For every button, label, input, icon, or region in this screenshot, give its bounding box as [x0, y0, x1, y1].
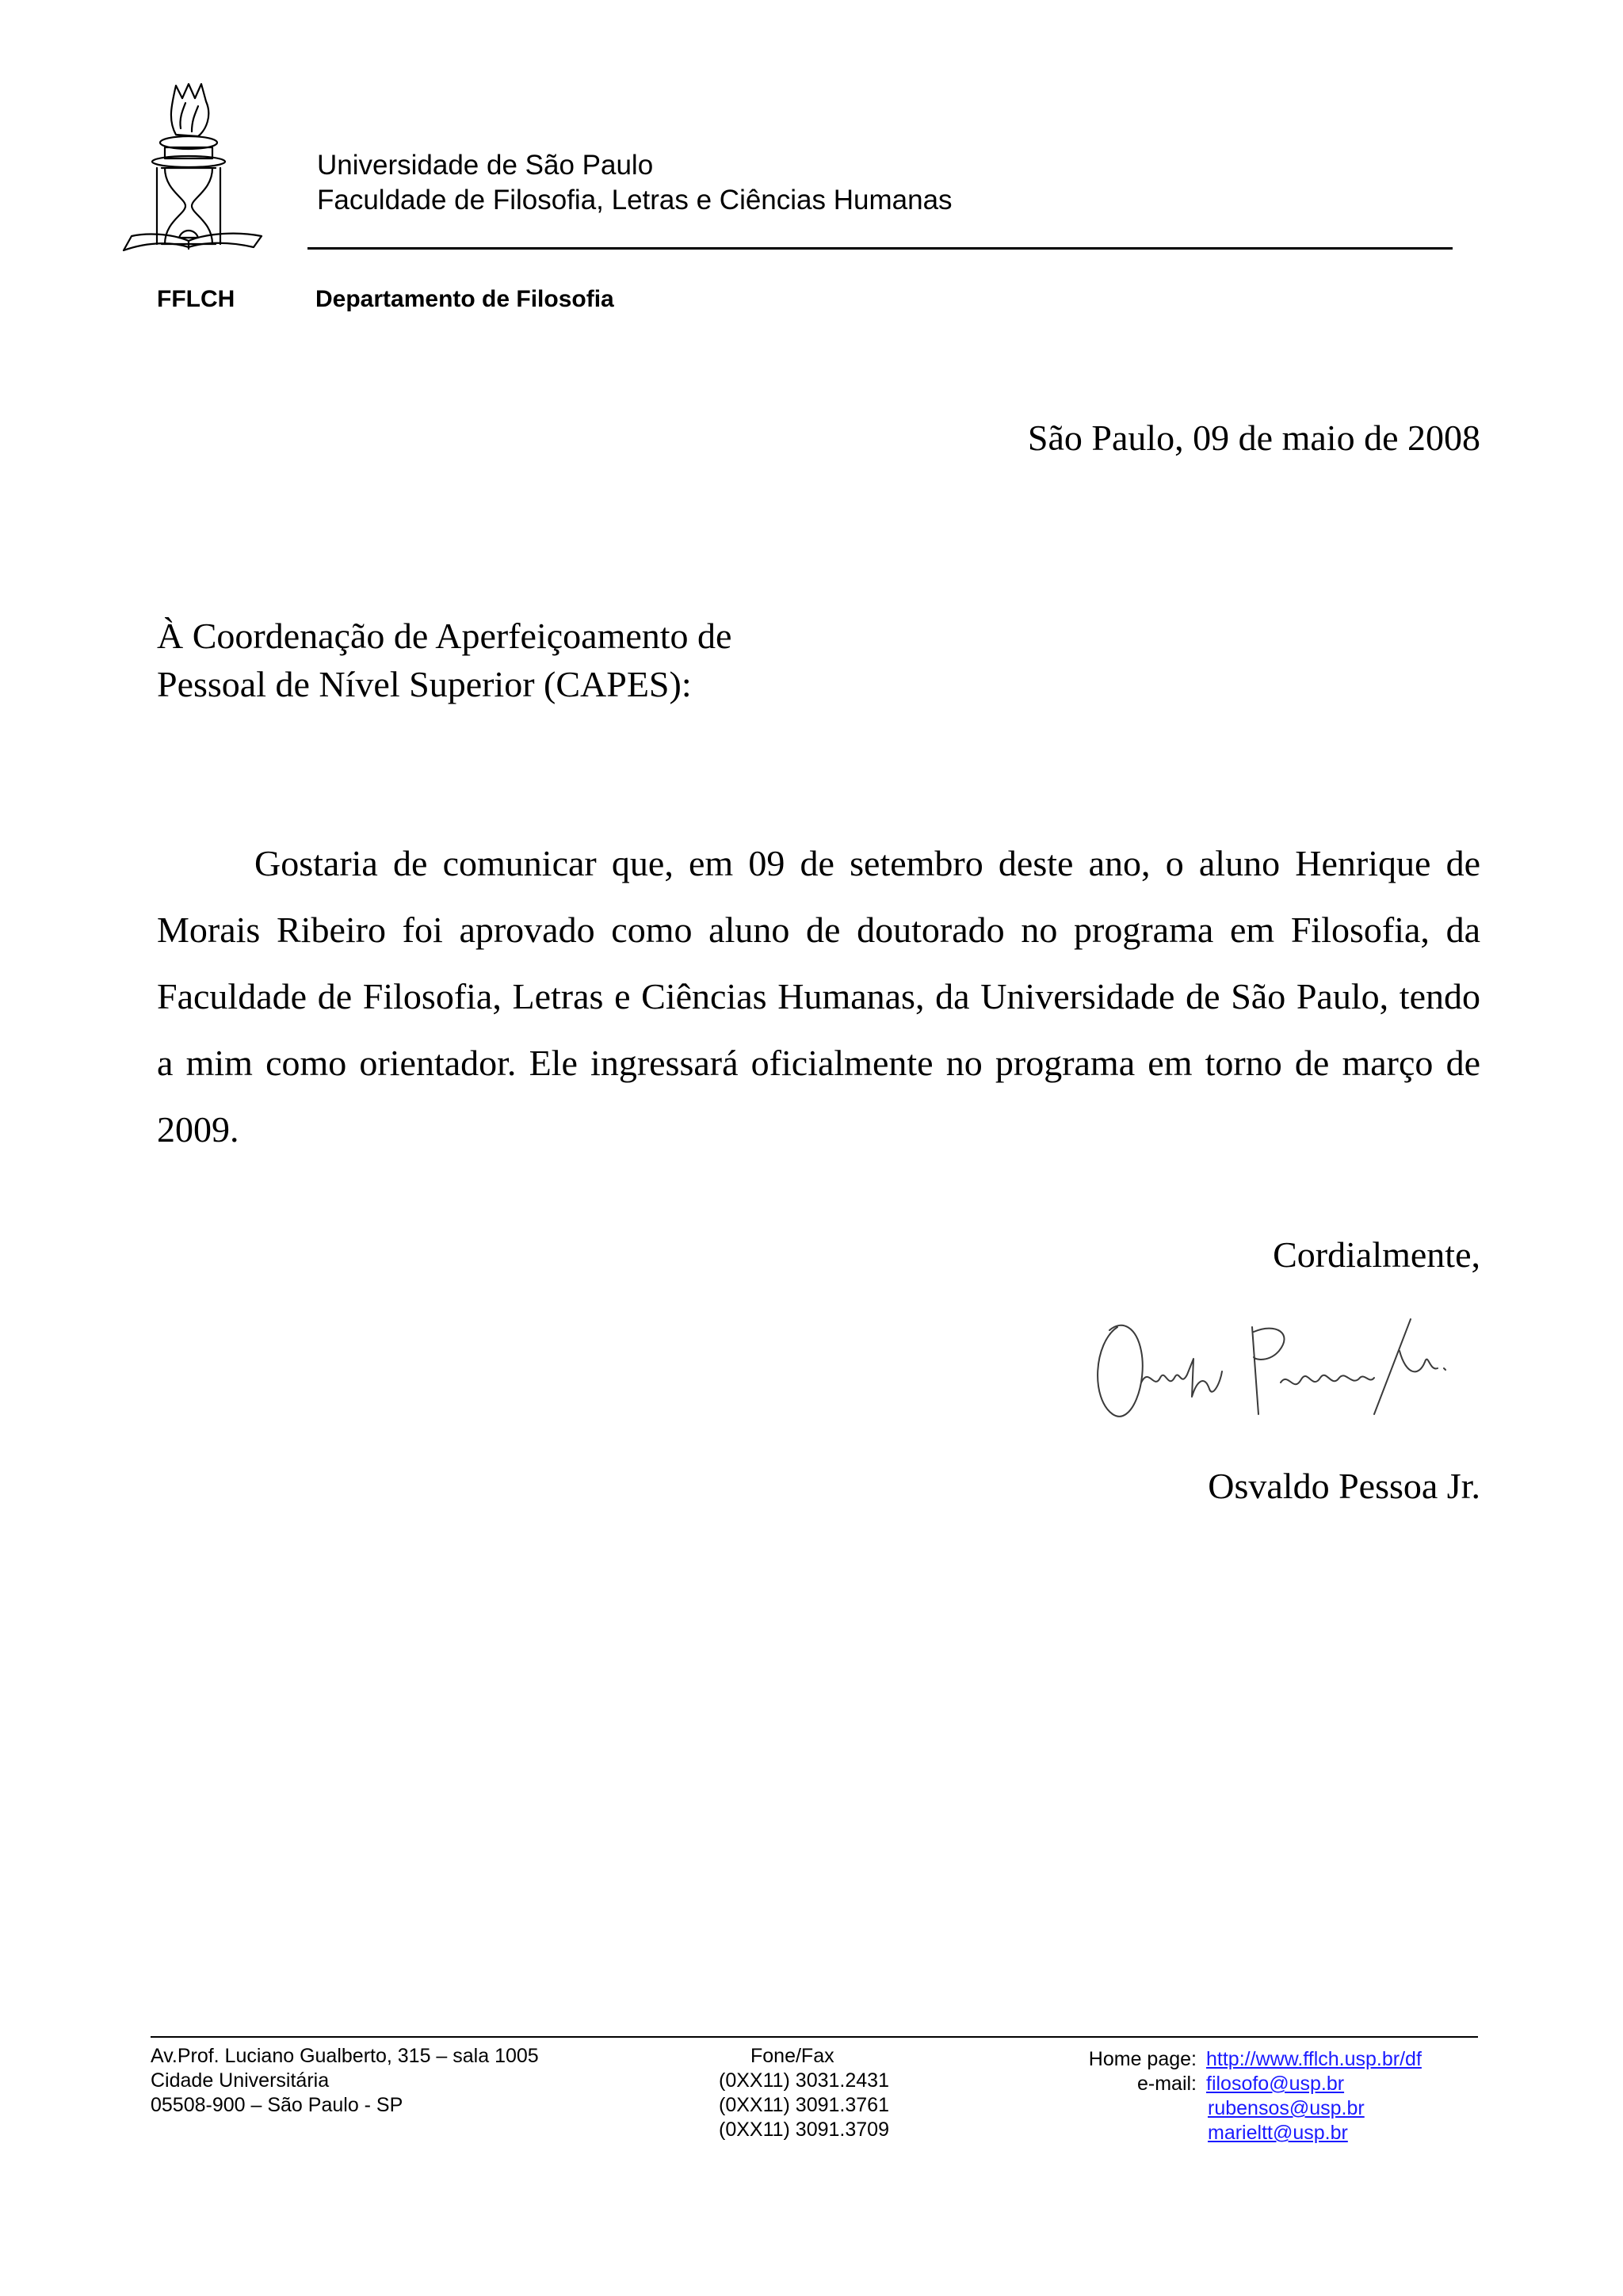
phone-number: (0XX11) 3031.2431	[719, 2069, 889, 2092]
header-divider	[307, 247, 1453, 250]
letter-date: São Paulo, 09 de maio de 2008	[1027, 418, 1480, 458]
department-name: Departamento de Filosofia	[315, 286, 614, 312]
signer-name: Osvaldo Pessoa Jr.	[1208, 1466, 1480, 1506]
phone-number: (0XX11) 3091.3761	[719, 2094, 889, 2116]
letter-body-paragraph: Gostaria de comunicar que, em 09 de setembro deste ano, o aluno Henrique de Morais Ribeiro foi aprovado como aluno de doutorado no programa em Filosofia, da Faculdade de Filosofia, Letras e Ciências Humanas, da Universidade de São Paulo, tendo a mim como orientador. Ele ingressará oficialmente no programa em torno de março de 2009.	[157, 843, 1480, 1150]
phone-heading: Fone/Fax	[750, 2045, 834, 2067]
phone-number: (0XX11) 3091.3709	[719, 2119, 889, 2141]
address-line-postal: 05508-900 – São Paulo - SP	[151, 2094, 403, 2116]
homepage-label: Home page:	[1088, 2048, 1197, 2070]
email-label: e-mail:	[1136, 2073, 1197, 2095]
faculty-name: Faculdade de Filosofia, Letras e Ciências Humanas	[317, 185, 953, 215]
handwritten-signature	[1086, 1295, 1466, 1434]
recipient-line-2: Pessoal de Nível Superior (CAPES):	[157, 664, 692, 704]
recipient-line-1: À Coordenação de Aperfeiçoamento de	[157, 616, 732, 656]
faculty-acronym: FFLCH	[157, 286, 235, 312]
footer-divider	[151, 2036, 1478, 2038]
email-link[interactable]: filosofo@usp.br	[1206, 2073, 1345, 2095]
email-link[interactable]: rubensos@usp.br	[1208, 2097, 1365, 2119]
email-link[interactable]: marieltt@usp.br	[1208, 2122, 1348, 2144]
homepage-link[interactable]: http://www.fflch.usp.br/df	[1206, 2048, 1422, 2070]
letter-closing: Cordialmente,	[1273, 1234, 1480, 1275]
university-name: Universidade de São Paulo	[317, 150, 654, 181]
address-line-street: Av.Prof. Luciano Gualberto, 315 – sala 1005	[151, 2045, 539, 2067]
university-logo	[119, 79, 277, 254]
address-line-campus: Cidade Universitária	[151, 2069, 330, 2092]
